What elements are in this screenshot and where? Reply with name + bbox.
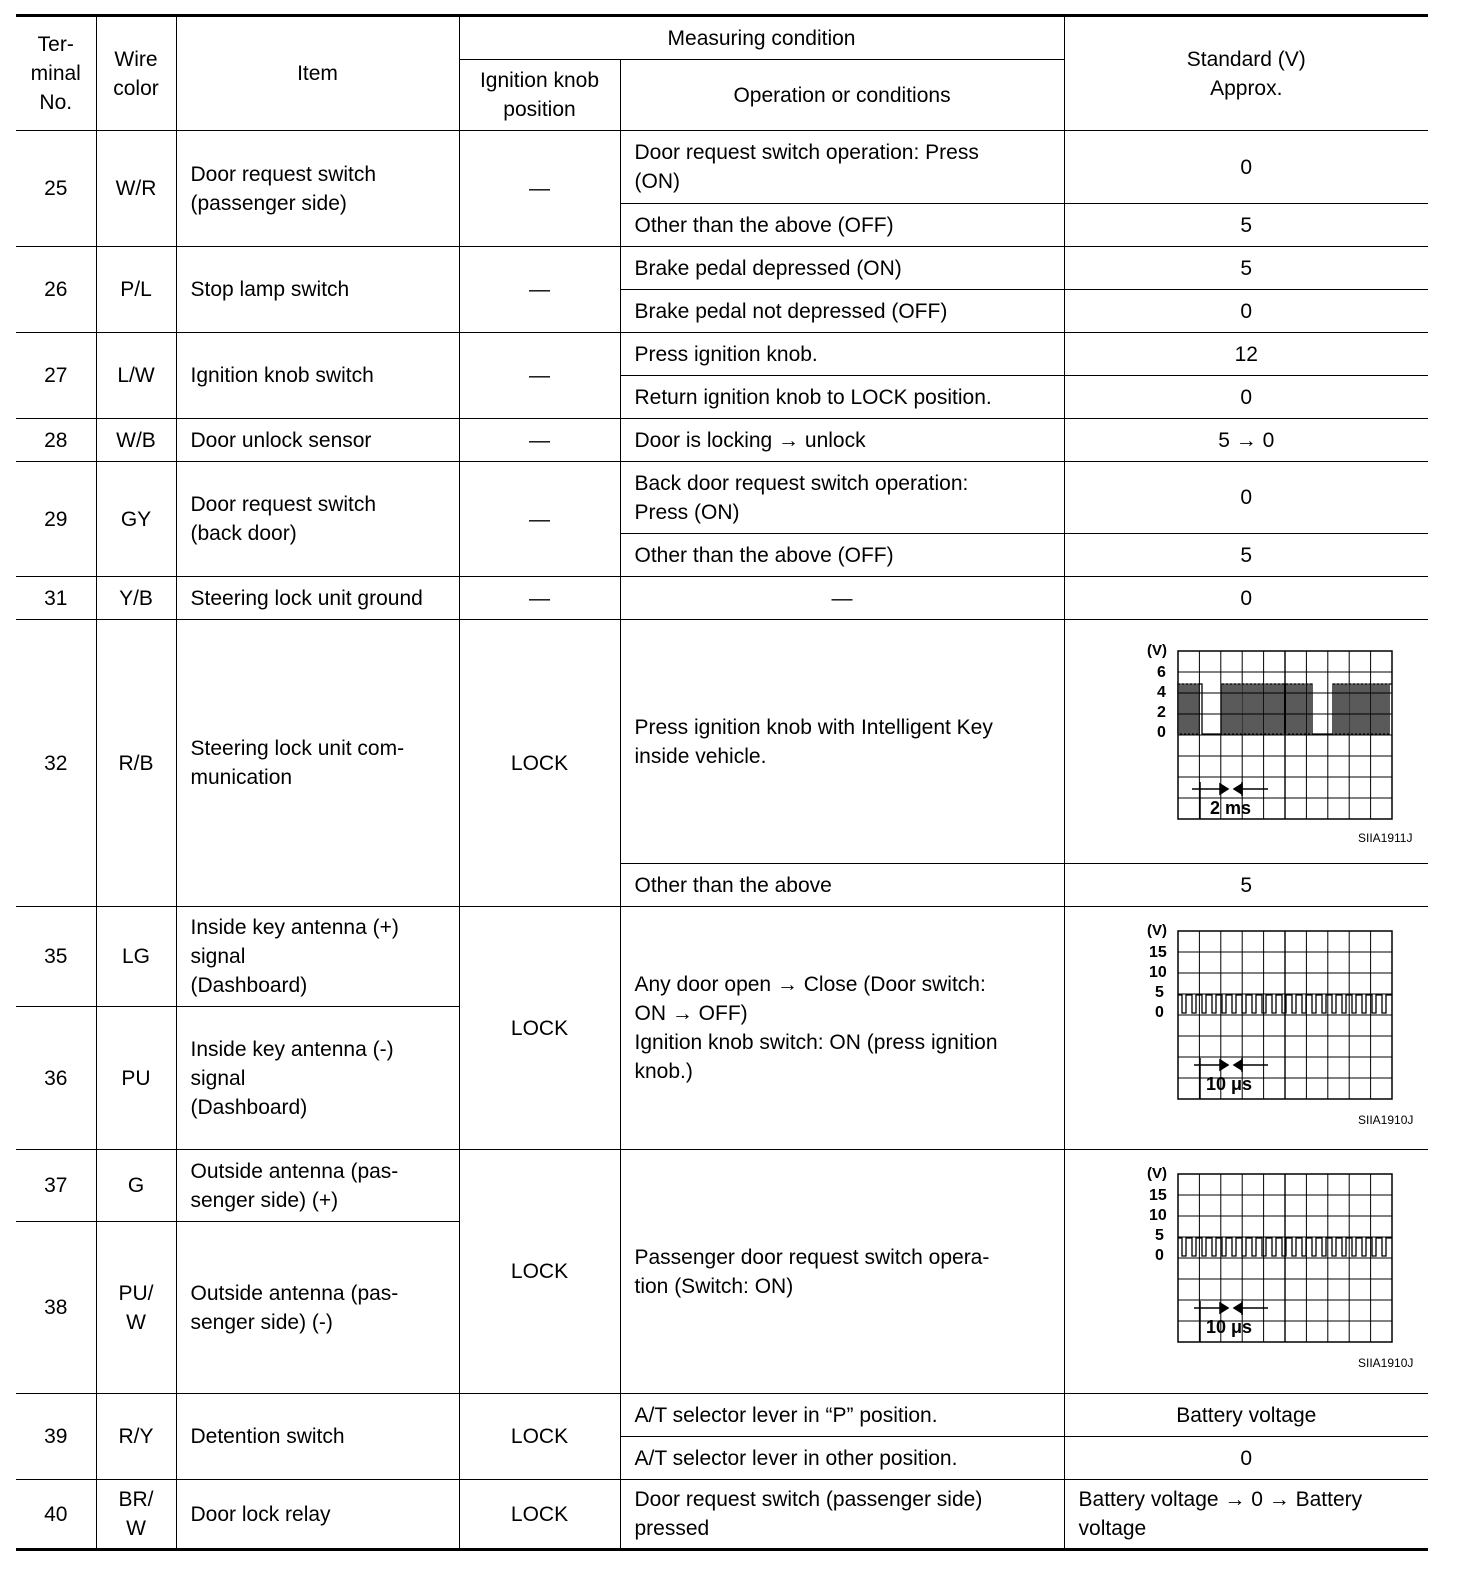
table-row <box>16 419 1428 462</box>
header-measuring-condition: Measuring condition <box>459 16 1064 60</box>
table-row <box>16 462 1428 534</box>
standard-cell: 5 <box>1064 204 1428 247</box>
condition-cell: Door is locking → unlock <box>620 419 1064 462</box>
y-tick-label: 5 <box>1155 1227 1165 1244</box>
time-division-label: 10 μs <box>1206 1073 1253 1094</box>
wire-color-cell: W/B <box>96 419 176 462</box>
item-cell: Inside key antenna (-) signal (Dashboard) <box>176 1007 459 1150</box>
waveform-unit-label: (V) <box>1147 1165 1168 1182</box>
ignition-position-cell: — <box>459 419 620 462</box>
item-cell: Inside key antenna (+) signal (Dashboard) <box>176 907 459 1007</box>
standard-cell: 0 <box>1064 131 1428 204</box>
standard-cell: Battery voltage → 0 → Battery voltage <box>1064 1480 1428 1550</box>
table-row <box>16 1480 1428 1550</box>
time-division-label: 2 ms <box>1210 798 1252 818</box>
standard-cell: 0 <box>1064 376 1428 419</box>
y-tick-label: 10 <box>1149 963 1168 981</box>
condition-cell: Press ignition knob with Intelligent Key inside vehicle. <box>620 620 1064 864</box>
terminal-no-cell: 27 <box>16 333 96 419</box>
item-cell: Door unlock sensor <box>176 419 459 462</box>
ignition-position-cell: LOCK <box>459 907 620 1150</box>
condition-cell: Brake pedal not depressed (OFF) <box>620 290 1064 333</box>
condition-cell: Other than the above (OFF) <box>620 534 1064 577</box>
oscilloscope-waveform-us <box>1096 1164 1414 1379</box>
condition-cell: — <box>620 577 1064 620</box>
standard-cell: 5 <box>1064 864 1428 907</box>
ignition-position-cell: LOCK <box>459 620 620 907</box>
item-cell: Steering lock unit com- munication <box>176 620 459 907</box>
table-row <box>16 1394 1428 1437</box>
condition-cell: Door request switch operation: Press (ON) <box>620 131 1064 204</box>
table-row <box>16 131 1428 204</box>
y-tick-label: 10 <box>1149 1207 1168 1224</box>
item-cell: Door request switch (passenger side) <box>176 131 459 247</box>
waveform-cell <box>1064 907 1428 1150</box>
y-tick-label: 0 <box>1155 1003 1165 1021</box>
ignition-position-cell: — <box>459 131 620 247</box>
wire-color-cell: P/L <box>96 247 176 333</box>
y-tick-label: 0 <box>1157 724 1167 741</box>
standard-cell: 0 <box>1064 462 1428 534</box>
table-row <box>16 247 1428 290</box>
wire-color-cell: L/W <box>96 333 176 419</box>
wire-color-cell: BR/ W <box>96 1480 176 1550</box>
condition-cell: A/T selector lever in other position. <box>620 1437 1064 1480</box>
ignition-position-cell: LOCK <box>459 1150 620 1394</box>
condition-cell: Other than the above <box>620 864 1064 907</box>
condition-cell: Passenger door request switch opera- tion (Switch: ON) <box>620 1150 1064 1394</box>
oscilloscope-waveform-ms <box>1096 634 1413 849</box>
wire-color-cell: Y/B <box>96 577 176 620</box>
header-operation-or-conditions: Operation or conditions <box>620 60 1064 131</box>
header-terminal-no: Ter- minal No. <box>16 16 96 131</box>
wire-color-cell: PU/ W <box>96 1222 176 1394</box>
y-tick-label: 6 <box>1157 664 1167 681</box>
waveform-unit-label: (V) <box>1147 921 1168 939</box>
item-cell: Outside antenna (pas- senger side) (+) <box>176 1150 459 1222</box>
y-tick-label: 15 <box>1149 943 1168 961</box>
wire-color-cell: R/B <box>96 620 176 907</box>
terminal-no-cell: 38 <box>16 1222 96 1394</box>
figure-id: SIIA1911J <box>1358 831 1413 845</box>
terminal-no-cell: 35 <box>16 907 96 1007</box>
item-cell: Detention switch <box>176 1394 459 1480</box>
wire-color-cell: G <box>96 1150 176 1222</box>
table-row <box>16 333 1428 376</box>
table-row <box>16 577 1428 620</box>
item-cell: Stop lamp switch <box>176 247 459 333</box>
waveform-unit-label: (V) <box>1147 642 1168 659</box>
terminal-spec-table <box>16 14 1428 1551</box>
y-tick-label: 5 <box>1155 983 1165 1001</box>
terminal-no-cell: 31 <box>16 577 96 620</box>
table-row <box>16 907 1428 1007</box>
ignition-position-cell: — <box>459 577 620 620</box>
table-row <box>16 1150 1428 1222</box>
header-wire-color: Wire color <box>96 16 176 131</box>
wire-color-cell: GY <box>96 462 176 577</box>
standard-cell: 0 <box>1064 1437 1428 1480</box>
standard-cell: 0 <box>1064 577 1428 620</box>
wire-color-cell: R/Y <box>96 1394 176 1480</box>
header-standard: Standard (V) Approx. <box>1064 16 1428 131</box>
ignition-position-cell: — <box>459 247 620 333</box>
condition-cell: Door request switch (passenger side) pressed <box>620 1480 1064 1550</box>
condition-cell: A/T selector lever in “P” position. <box>620 1394 1064 1437</box>
standard-cell: 5 → 0 <box>1064 419 1428 462</box>
terminal-no-cell: 36 <box>16 1007 96 1150</box>
condition-cell: Other than the above (OFF) <box>620 204 1064 247</box>
ignition-position-cell: LOCK <box>459 1394 620 1480</box>
standard-cell: Battery voltage <box>1064 1394 1428 1437</box>
terminal-no-cell: 37 <box>16 1150 96 1222</box>
item-cell: Ignition knob switch <box>176 333 459 419</box>
table-row <box>16 620 1428 864</box>
condition-cell: Brake pedal depressed (ON) <box>620 247 1064 290</box>
ignition-position-cell: LOCK <box>459 1480 620 1550</box>
wire-color-cell: W/R <box>96 131 176 247</box>
standard-cell: 5 <box>1064 247 1428 290</box>
terminal-no-cell: 28 <box>16 419 96 462</box>
figure-id: SIIA1910J <box>1358 1112 1414 1127</box>
item-cell: Outside antenna (pas- senger side) (-) <box>176 1222 459 1394</box>
condition-cell: Press ignition knob. <box>620 333 1064 376</box>
wire-color-cell: LG <box>96 907 176 1007</box>
wire-color-cell: PU <box>96 1007 176 1150</box>
standard-cell: 5 <box>1064 534 1428 577</box>
terminal-no-cell: 40 <box>16 1480 96 1550</box>
time-division-label: 10 μs <box>1206 1317 1253 1337</box>
ignition-position-cell: — <box>459 462 620 577</box>
condition-cell: Any door open → Close (Door switch: ON → OFF) Ignition knob switch: ON (press ignition knob.) <box>620 907 1064 1150</box>
waveform-cell <box>1064 1150 1428 1394</box>
waveform-cell <box>1064 620 1428 864</box>
item-cell: Steering lock unit ground <box>176 577 459 620</box>
terminal-no-cell: 32 <box>16 620 96 907</box>
y-tick-label: 15 <box>1149 1187 1168 1204</box>
grid-lines <box>1178 651 1392 819</box>
ignition-position-cell: — <box>459 333 620 419</box>
item-cell: Door request switch (back door) <box>176 462 459 577</box>
y-tick-label: 2 <box>1157 704 1167 721</box>
item-cell: Door lock relay <box>176 1480 459 1550</box>
condition-cell: Back door request switch operation: Press (ON) <box>620 462 1064 534</box>
standard-cell: 0 <box>1064 290 1428 333</box>
terminal-no-cell: 29 <box>16 462 96 577</box>
y-tick-label: 0 <box>1155 1247 1165 1264</box>
y-tick-label: 4 <box>1157 684 1167 701</box>
header-item: Item <box>176 16 459 131</box>
figure-id: SIIA1910J <box>1358 1356 1414 1370</box>
condition-cell: Return ignition knob to LOCK position. <box>620 376 1064 419</box>
terminal-no-cell: 26 <box>16 247 96 333</box>
terminal-no-cell: 39 <box>16 1394 96 1480</box>
oscilloscope-waveform-us <box>1096 921 1414 1136</box>
header-ignition-knob-position: Ignition knob position <box>459 60 620 131</box>
terminal-no-cell: 25 <box>16 131 96 247</box>
standard-cell: 12 <box>1064 333 1428 376</box>
